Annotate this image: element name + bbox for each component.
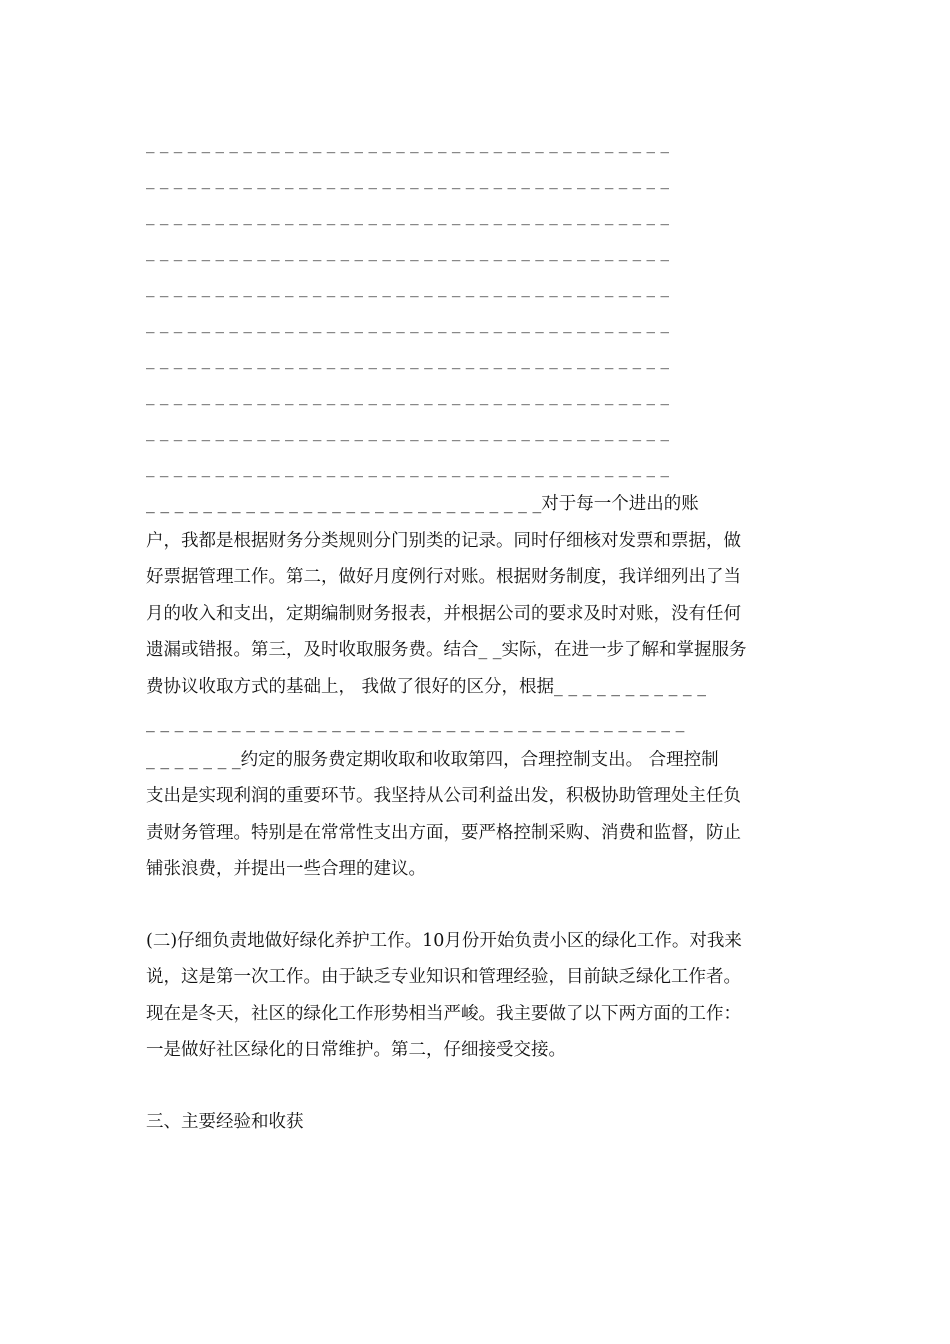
dash-line: _ _ _ _ _ _ _ _ _ _ _ _ _ _ _ _ _ _ _ _ _ _ _ _ _ _ _ _ _ _ _ _ _ _ _ _ _ _ — [146, 386, 669, 406]
dash-line: _ _ _ _ _ _ _ _ _ _ _ _ _ _ _ _ _ _ _ _ _ _ _ _ _ _ _ _ _ _ _ _ _ _ _ _ _ _ — [146, 206, 669, 226]
greening-paragraph — [146, 923, 806, 1069]
dash-line: _ _ _ _ _ _ _ _ _ _ _ _ _ _ _ _ _ _ _ _ _ _ _ _ _ _ _ _ _ _ _ _ _ _ _ _ _ _ — [146, 242, 669, 262]
paragraph-line: 费协议收取方式的基础上， 我做了很好的区分，根据_ _ _ _ _ _ _ _ _ _ _ — [146, 676, 706, 697]
paragraph-line: 遗漏或错报。第三，及时收取服务费。结合_ _实际，在进一步了解和掌握服务 — [146, 640, 747, 660]
paragraph-line: 现在是冬天，社区的绿化工作形势相当严峻。我主要做了以下两方面的工作： — [146, 1003, 741, 1024]
section-heading — [146, 1104, 806, 1141]
paragraph-line: _ _ _ _ _ _ _约定的服务费定期收取和收取第四，合理控制支出。 合理控制 — [146, 749, 719, 770]
dash-line: _ _ _ _ _ _ _ _ _ _ _ _ _ _ _ _ _ _ _ _ _ _ _ _ _ _ _ _ _ _ _ _ _ _ _ _ _ _ — [146, 170, 669, 190]
paragraph-line: _ _ _ _ _ _ _ _ _ _ _ _ _ _ _ _ _ _ _ _ _ _ _ _ _ _ _ _对于每一个进出的账 — [146, 494, 699, 514]
finance-paragraph — [146, 486, 806, 888]
paragraph-line: 好票据管理工作。第二，做好月度例行对账。根据财务制度，我详细列出了当 — [146, 567, 741, 587]
dash-line: _ _ _ _ _ _ _ _ _ _ _ _ _ _ _ _ _ _ _ _ _ _ _ _ _ _ _ _ _ _ _ _ _ _ _ _ _ _ — [146, 350, 669, 370]
paragraph-line: 一是做好社区绿化的日常维护。第二，仔细接受交接。 — [146, 1040, 566, 1060]
paragraph-spacer — [146, 1069, 806, 1104]
dash-line-block — [146, 126, 806, 486]
paragraph-line: _ _ _ _ _ _ _ _ _ _ _ _ _ _ _ _ _ _ _ _ _ _ _ _ _ _ _ _ _ _ _ _ _ _ _ _ _ _ — [146, 713, 685, 733]
document-page — [146, 126, 806, 1140]
dash-line: _ _ _ _ _ _ _ _ _ _ _ _ _ _ _ _ _ _ _ _ _ _ _ _ _ _ _ _ _ _ _ _ _ _ _ _ _ _ — [146, 458, 669, 478]
paragraph-line: 月的收入和支出，定期编制财务报表，并根据公司的要求及时对账，没有任何 — [146, 603, 741, 624]
heading-text: 三、主要经验和收获 — [146, 1111, 304, 1132]
paragraph-line: 户，我都是根据财务分类规则分门别类的记录。同时仔细核对发票和票据，做 — [146, 530, 741, 551]
dash-line: _ _ _ _ _ _ _ _ _ _ _ _ _ _ _ _ _ _ _ _ _ _ _ _ _ _ _ _ _ _ _ _ _ _ _ _ _ _ — [146, 314, 669, 334]
paragraph-line: (二)仔细负责地做好绿化养护工作。10月份开始负责小区的绿化工作。对我来 — [146, 930, 742, 951]
dash-line: _ _ _ _ _ _ _ _ _ _ _ _ _ _ _ _ _ _ _ _ _ _ _ _ _ _ _ _ _ _ _ _ _ _ _ _ _ _ — [146, 278, 669, 298]
dash-line: _ _ _ _ _ _ _ _ _ _ _ _ _ _ _ _ _ _ _ _ _ _ _ _ _ _ _ _ _ _ _ _ _ _ _ _ _ _ — [146, 422, 669, 442]
paragraph-line: 支出是实现利润的重要环节。我坚持从公司利益出发，积极协助管理处主任负 — [146, 786, 741, 806]
paragraph-line: 铺张浪费，并提出一些合理的建议。 — [146, 859, 426, 879]
paragraph-line: 说，这是第一次工作。由于缺乏专业知识和管理经验，目前缺乏绿化工作者。 — [146, 967, 741, 987]
paragraph-spacer — [146, 888, 806, 923]
paragraph-line: 责财务管理。特别是在常常性支出方面，要严格控制采购、消费和监督，防止 — [146, 822, 741, 843]
dash-line: _ _ _ _ _ _ _ _ _ _ _ _ _ _ _ _ _ _ _ _ _ _ _ _ _ _ _ _ _ _ _ _ _ _ _ _ _ _ — [146, 134, 669, 154]
